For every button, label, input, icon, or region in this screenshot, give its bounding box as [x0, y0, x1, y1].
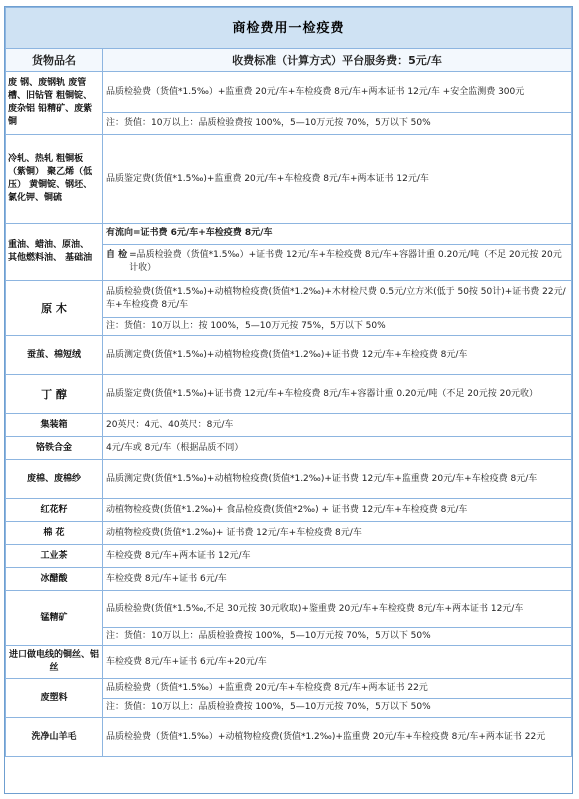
fee-text: 品质检验费(货值*1.5‰,不足 30元按 30元收取)+鉴重费 20元/车+车检疫费 8元/车+两本证书 12元/车 [103, 591, 572, 628]
table-row [6, 568, 572, 591]
table-row [6, 545, 572, 568]
fee-text: 车检疫费 8元/车+两本证书 12元/车 [103, 545, 572, 568]
goods-name: 工业茶 [6, 545, 103, 568]
fee-text: 动植物检疫费(货值*1.2‰)+ 食品检疫费(货值*2‰) + 证书费 12元/车+车检疫费 8元/车 [103, 499, 572, 522]
fee-text: 品质检验费（货值*1.5‰）+监重费 20元/车+车检疫费 8元/车+两本证书 12元/车 +安全监测费 300元 [103, 72, 572, 113]
goods-name: 废棉、废棉纱 [6, 460, 103, 499]
fee-note: 注：货值：10万以上：品质检验费按 100%，5—10万元按 70%，5万以下 50% [103, 113, 572, 135]
fee-text: 品质检验费（货值*1.5‰）+动植物检疫费(货值*1.2‰)+监重费 20元/车+车检疫费 8元/车+两本证书 22元 [103, 718, 572, 757]
table-row [6, 281, 572, 318]
table-row [6, 135, 572, 224]
goods-name: 棉 花 [6, 522, 103, 545]
fee-text: 品质鉴定费(货值*1.5‰)+监重费 20元/车+车检疫费 8元/车+两本证书 12元/车 [103, 135, 572, 224]
goods-name: 废塑料 [6, 679, 103, 718]
fee-table [5, 7, 572, 757]
fee-text: 品质检验费（货值*1.5‰）+监重费 20元/车+车检疫费 8元/车+两本证书 22元 [103, 679, 572, 699]
fee-sub [103, 244, 572, 280]
fee-text: 品质鉴定费(货值*1.5‰)+证书费 12元/车+车检疫费 8元/车+容器计重 0.20元/吨（不足 20元按 20元收） [103, 375, 572, 414]
fee-text: 有流向=证书费 6元/车+车检疫费 8元/车 [103, 224, 572, 245]
table-title: 商检费用一检疫费 [6, 8, 572, 49]
table-row [6, 499, 572, 522]
table-row [6, 414, 572, 437]
goods-name: 冷轧、热轧 粗铜板（紫铜） 聚乙烯（低压） 黄铜锭、钢坯、 氯化钾、铜硫 [6, 135, 103, 224]
goods-name: 洗净山羊毛 [6, 718, 103, 757]
fee-text: 品质检验费(货值*1.5‰)+动植物检疫费(货值*1.2‰)+木材检尺费 0.5元/立方米(低于 50按 50计)+证书费 22元/车+车检疫费 8元/车 [103, 281, 572, 318]
header-row [6, 49, 572, 72]
header-fee: 收费标准（计算方式）平台服务费：5元/车 [103, 49, 572, 72]
goods-name: 进口做电线的铜丝、铝丝 [6, 646, 103, 679]
goods-name: 锰精矿 [6, 591, 103, 646]
goods-name: 红花籽 [6, 499, 103, 522]
goods-name: 冰醋酸 [6, 568, 103, 591]
table-row [6, 437, 572, 460]
fee-table-frame [4, 6, 573, 794]
self-check-label: 自 检 [106, 250, 128, 261]
fee-note: 注：货值：10万以上：品质检验费按 100%，5—10万元按 70%，5万以下 50% [103, 628, 572, 646]
table-row [6, 646, 572, 679]
fee-text: 车检疫费 8元/车+证书 6元/车 [103, 568, 572, 591]
table-row [6, 224, 572, 245]
table-row [6, 375, 572, 414]
fee-text: 车检疫费 8元/车+证书 6元/车+20元/车 [103, 646, 572, 679]
goods-name: 丁 醇 [6, 375, 103, 414]
goods-name: 铬铁合金 [6, 437, 103, 460]
fee-note: 注：货值：10万以上：品质检验费按 100%，5—10万元按 70%，5万以下 50% [103, 698, 572, 718]
goods-name: 重油、蜡油、原油、 其他燃料油、 基础油 [6, 224, 103, 281]
table-row [6, 679, 572, 699]
goods-name: 原 木 [6, 281, 103, 336]
fee-text: =品质检验费（货值*1.5‰）+证书费 12元/车+车检疫费 8元/车+容器计重 0.20元/吨（不足 20元按 20元计收） [129, 250, 562, 274]
table-row [6, 460, 572, 499]
fee-text: 4元/车或 8元/车（根据品质不同） [103, 437, 572, 460]
fee-text: 品质测定费(货值*1.5‰)+动植物检疫费(货值*1.2‰)+证书费 12元/车+车检疫费 8元/车 [103, 336, 572, 375]
fee-text: 动植物检疫费(货值*1.2‰)+ 证书费 12元/车+车检疫费 8元/车 [103, 522, 572, 545]
title-row [6, 8, 572, 49]
table-row [6, 336, 572, 375]
fee-note: 注：货值：10万以上：按 100%，5—10万元按 75%，5万以下 50% [103, 318, 572, 336]
fee-text: 品质测定费(货值*1.5‰)+动植物检疫费(货值*1.2‰)+证书费 12元/车+监重费 20元/车+车检疫费 8元/车 [103, 460, 572, 499]
goods-name: 废 钢、废钢轨 废管槽、旧钻管 粗铜锭、废杂铝 铅精矿、废紫铜 [6, 72, 103, 135]
goods-name: 蚕茧、棉短绒 [6, 336, 103, 375]
table-row [6, 72, 572, 113]
goods-name: 集装箱 [6, 414, 103, 437]
table-row [6, 718, 572, 757]
table-row [6, 591, 572, 628]
fee-text: 20英尺：4元、40英尺：8元/车 [103, 414, 572, 437]
header-goods: 货物品名 [6, 49, 103, 72]
table-row [6, 522, 572, 545]
